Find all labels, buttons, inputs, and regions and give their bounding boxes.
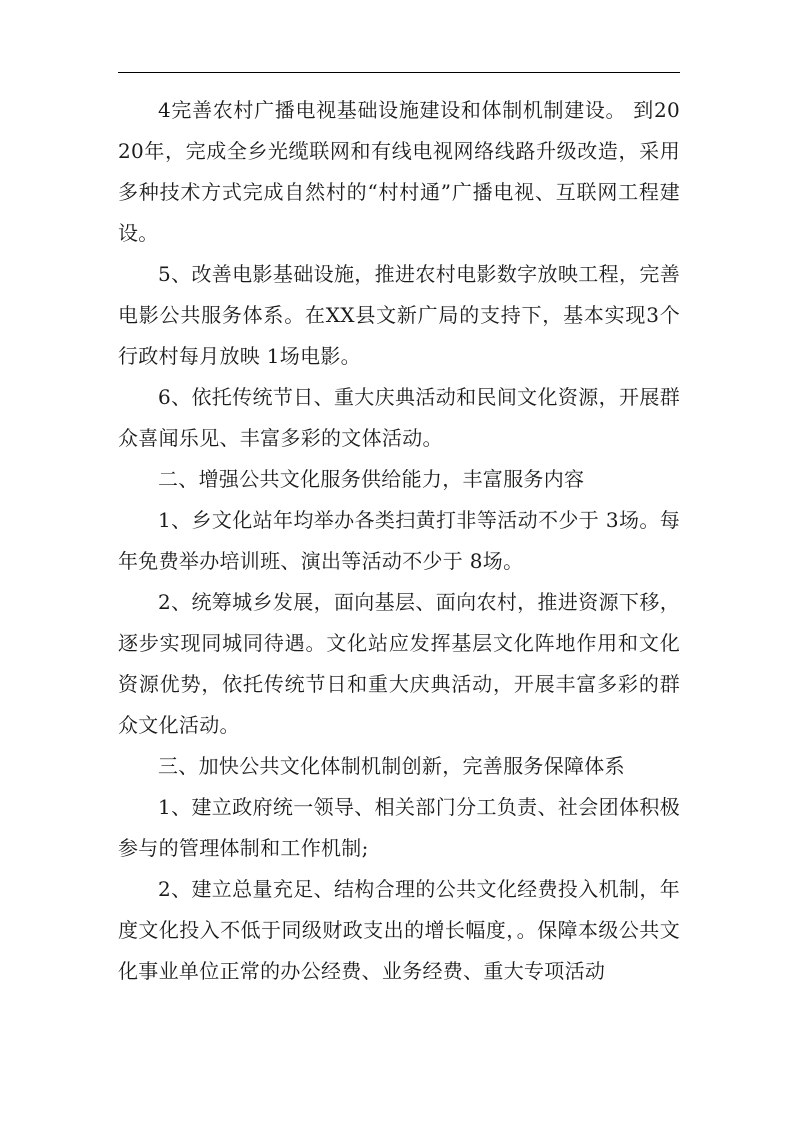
paragraph-film-infrastructure: 5、改善电影基础设施，推进农村电影数字放映工程，完善电影公共服务体系。在XX县文新广局的支持下，基本实现3个行政村每月放映 1场电影。 [118, 262, 680, 368]
paragraph-funding-mechanism: 2、建立总量充足、结构合理的公共文化经费投入机制，年度文化投入不低于同级财政支出的增长幅度，。保障本级公共文化事业单位正常的办公经费、业务经费、重大专项活动 [118, 877, 680, 983]
paragraph-urban-rural: 2、统筹城乡发展，面向基层、面向农村，推进资源下移，逐步实现同城同待遇。文化站应发挥基层文化阵地作用和文化资源优势，依托传统节日和重大庆典活动，开展丰富多彩的群众文化活动。 [118, 590, 680, 737]
section-heading-two: 二、增强公共文化服务供给能力，丰富服务内容 [158, 467, 585, 491]
header-rule [118, 72, 680, 73]
paragraph-station-events: 1、乡文化站年均举办各类扫黄打非等活动不少于 3场。每年免费举办培训班、演出等活动不少于 8场。 [118, 508, 680, 573]
paragraph-management-system: 1、建立政府统一领导、相关部门分工负责、社会团体积极参与的管理体制和工作机制; [118, 795, 680, 860]
paragraph-cultural-activities: 6、依托传统节日、重大庆典活动和民间文化资源，开展群众喜闻乐见、丰富多彩的文体活动。 [118, 385, 680, 450]
section-heading-three: 三、加快公共文化体制机制创新，完善服务保障体系 [158, 754, 625, 778]
document-body [118, 90, 680, 992]
paragraph-broadcast-tv: 4完善农村广播电视基础设施建设和体制机制建设。 到2020年，完成全乡光缆联网和有线电视网络线路升级改造，采用多种技术方式完成自然村的“村村通”广播电视、互联网工程建设。 [118, 98, 680, 245]
